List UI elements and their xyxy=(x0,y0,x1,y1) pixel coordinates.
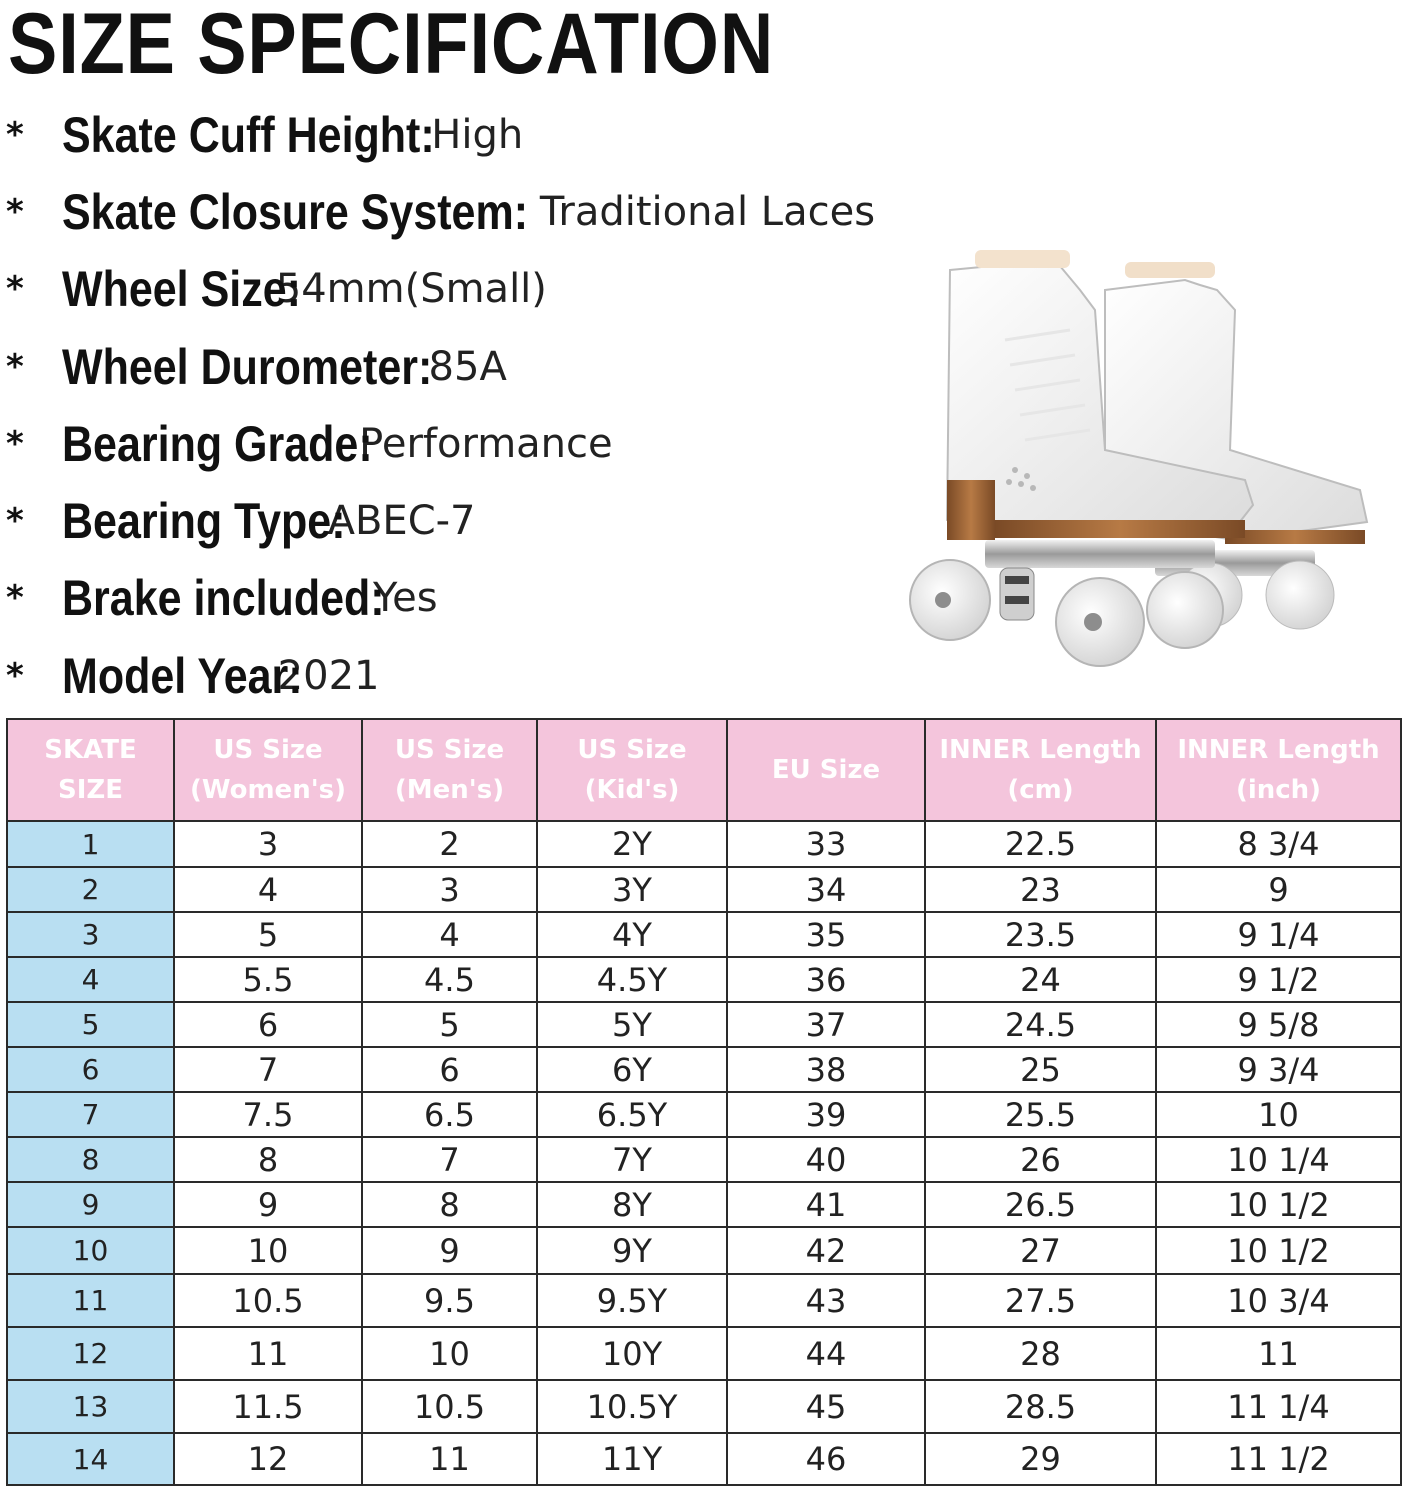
table-cell: 6Y xyxy=(537,1047,727,1092)
table-cell: 9 xyxy=(174,1182,362,1227)
column-header-line: US Size xyxy=(577,735,687,765)
table-row xyxy=(7,1137,1401,1182)
column-header-line: (Kid's) xyxy=(584,775,680,805)
column-header-line: SKATE xyxy=(44,735,137,765)
column-header-line: EU Size xyxy=(771,755,881,785)
table-cell: 5.5 xyxy=(174,957,362,1002)
spec-value: 54mm(Small) xyxy=(275,266,547,313)
skate-size-cell: 4 xyxy=(7,957,174,1002)
table-cell: 35 xyxy=(727,912,925,957)
table-row xyxy=(7,1433,1401,1485)
table-cell: 33 xyxy=(727,821,925,867)
table-cell: 11 xyxy=(174,1327,362,1380)
table-cell: 11 xyxy=(362,1433,537,1485)
table-cell: 23.5 xyxy=(925,912,1156,957)
column-header-line: (cm) xyxy=(1007,775,1074,805)
table-cell: 9 xyxy=(1156,867,1401,912)
table-cell: 10 xyxy=(362,1327,537,1380)
bullet-star-icon: * xyxy=(6,501,24,542)
table-cell: 6 xyxy=(174,1002,362,1047)
column-header-line: US Size xyxy=(213,735,323,765)
table-cell: 27.5 xyxy=(925,1274,1156,1327)
column-header-us-size-kids xyxy=(537,719,727,821)
table-row xyxy=(7,821,1401,867)
spec-list xyxy=(0,96,951,714)
column-header-skate-size xyxy=(7,719,174,821)
skate-size-cell: 8 xyxy=(7,1137,174,1182)
spec-item-closure-system xyxy=(0,173,951,250)
table-cell: 6.5Y xyxy=(537,1092,727,1137)
table-row xyxy=(7,1047,1401,1092)
spec-label: Skate Cuff Height: xyxy=(62,106,435,163)
spec-item-bearing-grade xyxy=(0,405,951,482)
back-skate xyxy=(1105,262,1367,629)
table-cell: 28.5 xyxy=(925,1380,1156,1433)
table-cell: 36 xyxy=(727,957,925,1002)
skate-size-cell: 12 xyxy=(7,1327,174,1380)
column-header-line: (inch) xyxy=(1235,775,1322,805)
table-cell: 25 xyxy=(925,1047,1156,1092)
column-header-inner-length-cm xyxy=(925,719,1156,821)
spec-label: Skate Closure System: xyxy=(62,183,529,240)
spec-item-wheel-durometer xyxy=(0,328,951,405)
table-row xyxy=(7,1327,1401,1380)
table-cell: 11 1/4 xyxy=(1156,1380,1401,1433)
table-cell: 11 1/2 xyxy=(1156,1433,1401,1485)
skate-size-cell: 14 xyxy=(7,1433,174,1485)
table-cell: 9 1/4 xyxy=(1156,912,1401,957)
table-cell: 9 1/2 xyxy=(1156,957,1401,1002)
bullet-star-icon: * xyxy=(6,423,24,464)
spec-item-cuff-height xyxy=(0,96,951,173)
table-row xyxy=(7,867,1401,912)
table-cell: 9 xyxy=(362,1227,537,1274)
table-cell: 10 xyxy=(174,1227,362,1274)
table-cell: 5 xyxy=(174,912,362,957)
table-cell: 34 xyxy=(727,867,925,912)
table-cell: 3Y xyxy=(537,867,727,912)
table-cell: 5 xyxy=(362,1002,537,1047)
spec-item-model-year xyxy=(0,637,951,714)
roller-skates-image xyxy=(855,250,1375,690)
table-cell: 25.5 xyxy=(925,1092,1156,1137)
table-cell: 28 xyxy=(925,1327,1156,1380)
column-header-line: US Size xyxy=(394,735,505,765)
size-table-body xyxy=(7,821,1401,1485)
size-table xyxy=(6,718,1402,1486)
table-cell: 26 xyxy=(925,1137,1156,1182)
table-cell: 7.5 xyxy=(174,1092,362,1137)
column-header-line: (Men's) xyxy=(394,775,505,805)
skate-size-cell: 10 xyxy=(7,1227,174,1274)
page-title: SIZE SPECIFICATION xyxy=(8,0,775,92)
table-cell: 9 5/8 xyxy=(1156,1002,1401,1047)
bullet-star-icon: * xyxy=(6,346,24,387)
table-cell: 41 xyxy=(727,1182,925,1227)
table-cell: 10 3/4 xyxy=(1156,1274,1401,1327)
table-cell: 8 3/4 xyxy=(1156,821,1401,867)
table-cell: 11.5 xyxy=(174,1380,362,1433)
spec-item-wheel-size xyxy=(0,251,951,328)
table-cell: 44 xyxy=(727,1327,925,1380)
table-row xyxy=(7,1002,1401,1047)
spec-label: Bearing Grade: xyxy=(62,415,373,472)
skate-size-cell: 3 xyxy=(7,912,174,957)
table-cell: 38 xyxy=(727,1047,925,1092)
column-header-line: INNER Length xyxy=(939,735,1142,765)
column-header-us-size-men xyxy=(362,719,537,821)
table-cell: 10.5Y xyxy=(537,1380,727,1433)
spec-value: 2021 xyxy=(277,652,380,699)
table-cell: 7 xyxy=(174,1047,362,1092)
table-cell: 24.5 xyxy=(925,1002,1156,1047)
skate-size-cell: 13 xyxy=(7,1380,174,1433)
table-cell: 29 xyxy=(925,1433,1156,1485)
table-row xyxy=(7,1092,1401,1137)
bullet-star-icon: * xyxy=(6,655,24,696)
column-header-line: INNER Length xyxy=(1177,735,1380,765)
table-cell: 4Y xyxy=(537,912,727,957)
table-cell: 39 xyxy=(727,1092,925,1137)
table-cell: 8Y xyxy=(537,1182,727,1227)
skate-size-cell: 2 xyxy=(7,867,174,912)
table-cell: 27 xyxy=(925,1227,1156,1274)
table-cell: 45 xyxy=(727,1380,925,1433)
spec-value: Performance xyxy=(359,420,613,467)
column-header-line: (Women's) xyxy=(189,775,347,805)
table-cell: 10.5 xyxy=(174,1274,362,1327)
column-header-eu-size xyxy=(727,719,925,821)
table-cell: 46 xyxy=(727,1433,925,1485)
skate-size-cell: 9 xyxy=(7,1182,174,1227)
table-cell: 10 1/2 xyxy=(1156,1227,1401,1274)
table-row xyxy=(7,1182,1401,1227)
table-cell: 9Y xyxy=(537,1227,727,1274)
table-row xyxy=(7,912,1401,957)
table-cell: 4 xyxy=(174,867,362,912)
table-cell: 10Y xyxy=(537,1327,727,1380)
table-row xyxy=(7,1227,1401,1274)
table-cell: 7Y xyxy=(537,1137,727,1182)
table-cell: 4.5 xyxy=(362,957,537,1002)
table-cell: 10.5 xyxy=(362,1380,537,1433)
spec-label: Model Year: xyxy=(62,647,303,704)
table-cell: 3 xyxy=(362,867,537,912)
table-cell: 12 xyxy=(174,1433,362,1485)
table-cell: 26.5 xyxy=(925,1182,1156,1227)
skate-size-cell: 5 xyxy=(7,1002,174,1047)
skate-size-cell: 11 xyxy=(7,1274,174,1327)
bullet-star-icon: * xyxy=(6,191,24,232)
spec-label: Brake included: xyxy=(62,570,385,627)
table-cell: 40 xyxy=(727,1137,925,1182)
skate-size-cell: 6 xyxy=(7,1047,174,1092)
table-cell: 22.5 xyxy=(925,821,1156,867)
bullet-star-icon: * xyxy=(6,269,24,310)
table-cell: 24 xyxy=(925,957,1156,1002)
table-cell: 4.5Y xyxy=(537,957,727,1002)
table-cell: 2 xyxy=(362,821,537,867)
size-table-header xyxy=(7,719,1401,821)
spec-label: Wheel Size: xyxy=(62,261,301,318)
bullet-star-icon: * xyxy=(6,578,24,619)
table-cell: 3 xyxy=(174,821,362,867)
skate-size-cell: 7 xyxy=(7,1092,174,1137)
spec-item-bearing-type xyxy=(0,482,951,559)
table-cell: 11Y xyxy=(537,1433,727,1485)
column-header-line: SIZE xyxy=(57,775,123,805)
spec-label: Wheel Durometer: xyxy=(62,338,433,395)
column-header-us-size-women xyxy=(174,719,362,821)
table-cell: 43 xyxy=(727,1274,925,1327)
spec-value: High xyxy=(431,111,524,158)
table-cell: 5Y xyxy=(537,1002,727,1047)
bullet-star-icon: * xyxy=(6,114,24,155)
table-cell: 2Y xyxy=(537,821,727,867)
table-cell: 42 xyxy=(727,1227,925,1274)
spec-value: 85A xyxy=(428,343,507,390)
table-cell: 6 xyxy=(362,1047,537,1092)
spec-value: ABEC-7 xyxy=(327,498,476,545)
spec-item-brake-included xyxy=(0,560,951,637)
table-cell: 11 xyxy=(1156,1327,1401,1380)
skate-size-cell: 1 xyxy=(7,821,174,867)
table-cell: 37 xyxy=(727,1002,925,1047)
table-cell: 9 3/4 xyxy=(1156,1047,1401,1092)
table-cell: 9.5Y xyxy=(537,1274,727,1327)
spec-value: Traditional Laces xyxy=(539,188,876,235)
spec-value: Yes xyxy=(373,575,438,622)
table-row xyxy=(7,1380,1401,1433)
table-cell: 4 xyxy=(362,912,537,957)
table-cell: 23 xyxy=(925,867,1156,912)
table-cell: 8 xyxy=(174,1137,362,1182)
table-cell: 7 xyxy=(362,1137,537,1182)
spec-label: Bearing Type: xyxy=(62,493,346,550)
table-cell: 6.5 xyxy=(362,1092,537,1137)
table-cell: 10 xyxy=(1156,1092,1401,1137)
table-row xyxy=(7,957,1401,1002)
table-cell: 8 xyxy=(362,1182,537,1227)
table-cell: 10 1/2 xyxy=(1156,1182,1401,1227)
table-row xyxy=(7,1274,1401,1327)
column-header-inner-length-inch xyxy=(1156,719,1401,821)
table-cell: 9.5 xyxy=(362,1274,537,1327)
table-cell: 10 1/4 xyxy=(1156,1137,1401,1182)
